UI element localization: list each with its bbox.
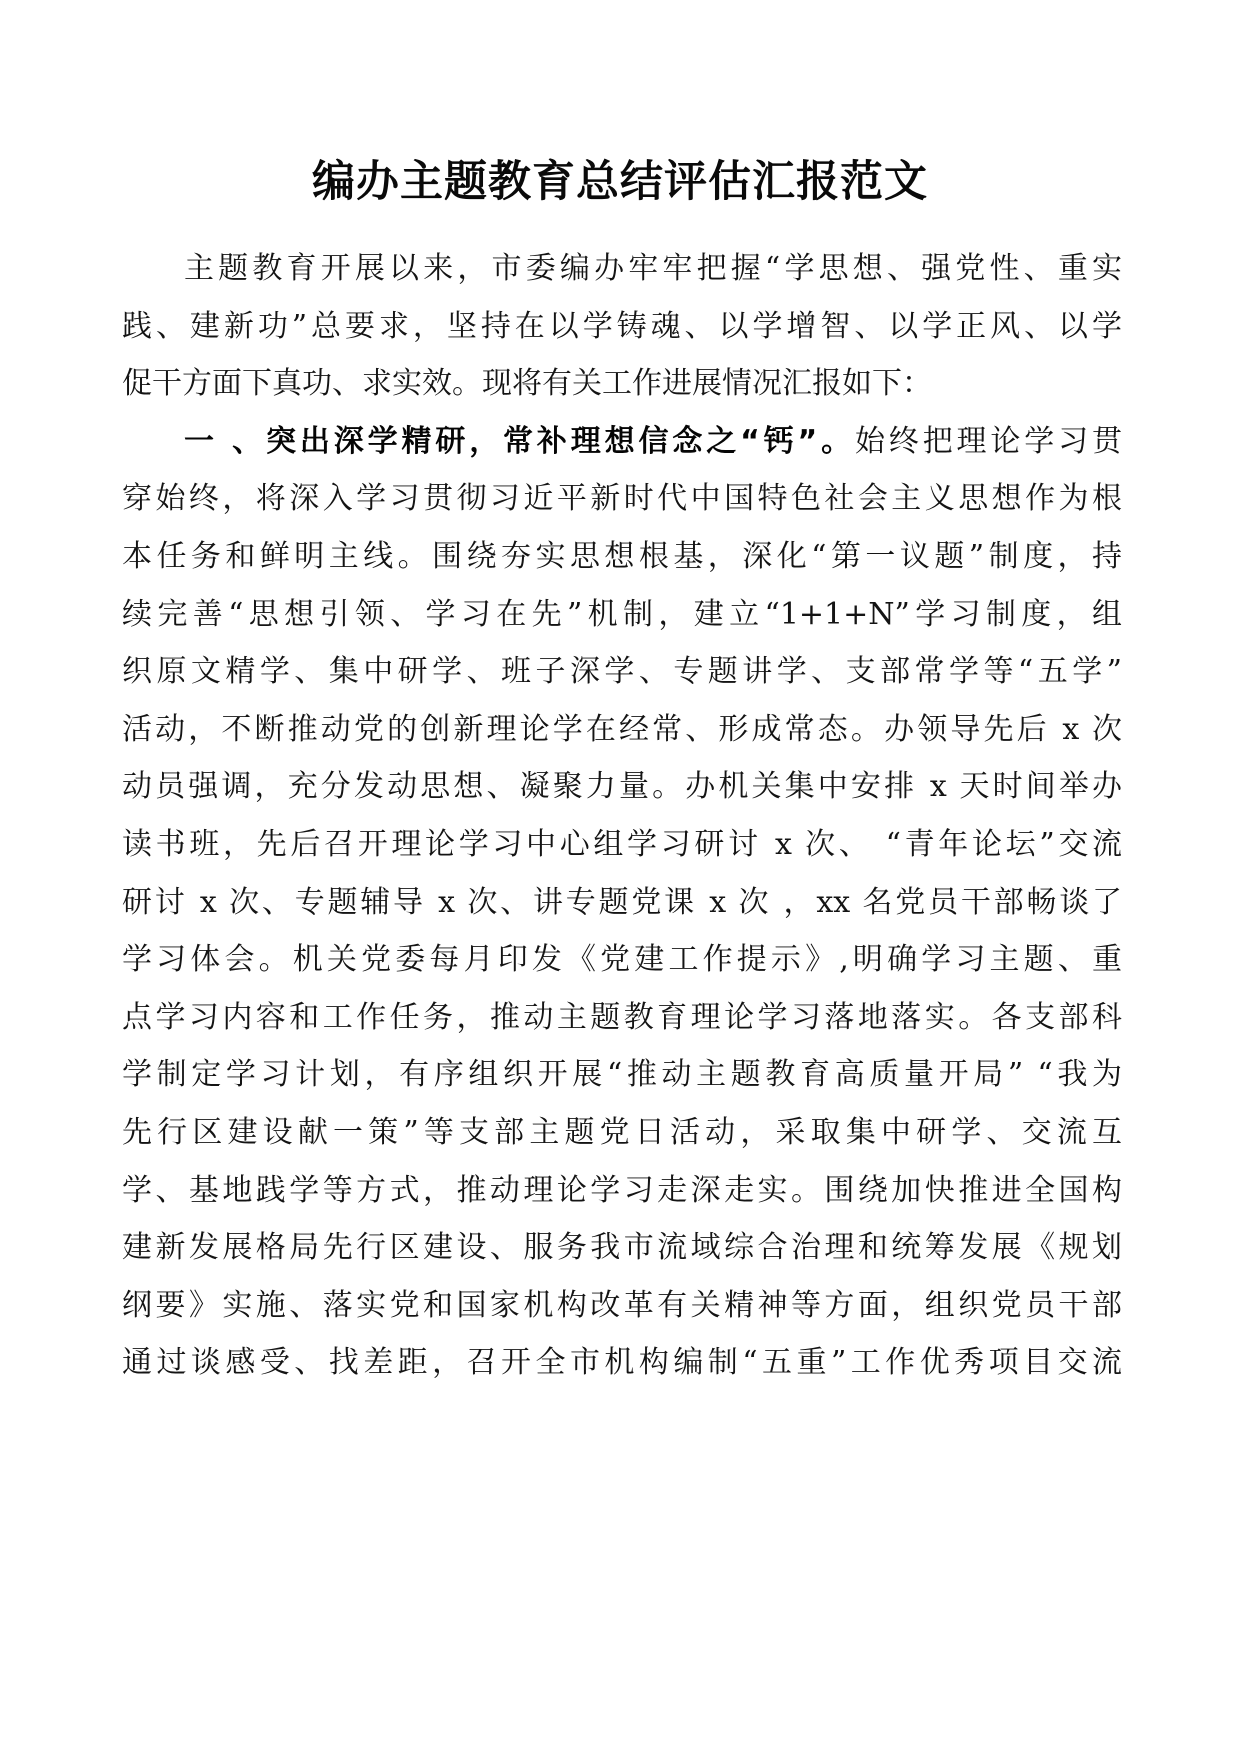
body-line: 学习体会。机关党委每月印发《党建工作提示》,明确学习主题、重 [122, 942, 1122, 978]
body-line: 通过谈感受、找差距，召开全市机构编制“五重”工作优秀项目交流 [122, 1345, 1122, 1381]
body-line: 先行区建设献一策”等支部主题党日活动，采取集中研学、交流互 [122, 1114, 1122, 1150]
section-heading: 一 、突出深学精研，常补理想信念之“钙”。 [184, 423, 855, 459]
body-line: 织原文精学、集中研学、班子深学、专题讲学、支部常学等“五学” [122, 654, 1122, 690]
body-line: 本任务和鲜明主线。围绕夯实思想根基，深化“第一议题”制度，持 [122, 538, 1122, 574]
document-body [122, 240, 1122, 1392]
body-line: 纲要》实施、落实党和国家机构改革有关精神等方面，组织党员干部 [122, 1287, 1122, 1323]
body-line: 学、基地践学等方式，推动理论学习走深走实。围绕加快推进全国构 [122, 1172, 1122, 1208]
body-line: 动员强调，充分发动思想、凝聚力量。办机关集中安排 x 天时间举办 [122, 769, 1122, 805]
body-line: 建新发展格局先行区建设、服务我市流域综合治理和统筹发展《规划 [122, 1230, 1122, 1266]
body-line: 读书班，先后召开理论学习中心组学习研讨 x 次、 “青年论坛”交流 [122, 826, 1122, 862]
intro-line: 主题教育开展以来，市委编办牢牢把握“学思想、强党性、重实 [184, 251, 1122, 286]
document-title: 编办主题教育总结评估汇报范文 [312, 157, 928, 207]
body-line: 续完善“思想引领、学习在先”机制，建立“1+1+N”学习制度，组 [122, 596, 1122, 632]
section-heading-line [122, 413, 1122, 471]
body-line: 点学习内容和工作任务，推动主题教育理论学习落地落实。各支部科 [122, 999, 1122, 1035]
section-text: 始终把理论学习贯 [854, 423, 1122, 459]
intro-line: 促干方面下真功、求实效。现将有关工作进展情况汇报如下： [122, 366, 932, 402]
body-line: 学制定学习计划，有序组织开展“推动主题教育高质量开局” “我为 [122, 1057, 1122, 1093]
intro-line: 践、建新功”总要求，坚持在以学铸魂、以学增智、以学正风、以学 [122, 308, 1122, 344]
body-line: 活动，不断推动党的创新理论学在经常、形成常态。办领导先后 x 次 [122, 711, 1122, 747]
body-line: 研讨 x 次、专题辅导 x 次、讲专题党课 x 次 ，xx 名党员干部畅谈了 [122, 884, 1122, 920]
body-line: 穿始终，将深入学习贯彻习近平新时代中国特色社会主义思想作为根 [122, 481, 1122, 517]
